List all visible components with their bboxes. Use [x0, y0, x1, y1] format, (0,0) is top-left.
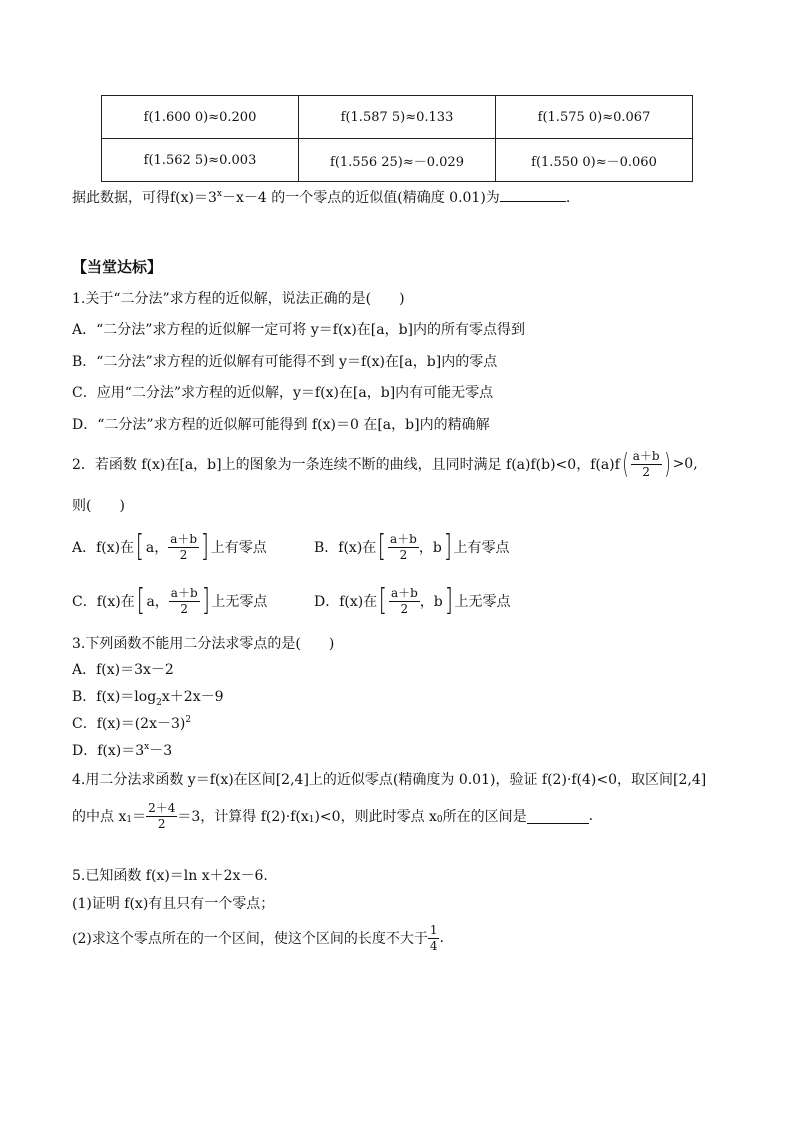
q5-part1: (1)证明 f(x)有且只有一个零点；	[72, 896, 275, 912]
q5-part2	[72, 918, 444, 958]
text: －x－4 的一个零点的近似值(精确度 0.01)为	[222, 190, 500, 206]
fraction	[631, 449, 662, 480]
numerator: a＋b	[390, 585, 418, 600]
paren-left: (	[622, 447, 629, 480]
text: A．f(x)在	[72, 540, 135, 556]
table-cell: f(1.587 5)≈0.133	[299, 96, 496, 139]
text: 上有零点	[453, 540, 510, 556]
text: 2．若函数 f(x)在[a，b]上的图象为一条连续不断的曲线，且同时满足 f(a)f(b)<0，f(a)f	[72, 457, 620, 473]
bracket-right: ]	[200, 529, 210, 564]
text: x＋2x－9	[161, 689, 224, 705]
text: C．f(x)＝(2x－3)	[72, 716, 186, 732]
q2-stem	[72, 443, 698, 485]
q1-option-a: A．“二分法”求方程的近似解一定可将 y＝f(x)在[a，b]内的所有零点得到	[72, 322, 526, 338]
q5-stem: 5.已知函数 f(x)＝ln x＋2x－6.	[72, 868, 268, 884]
text: －3	[149, 743, 173, 759]
text: a，	[146, 594, 169, 610]
bracket-left: [	[136, 583, 145, 618]
q3-stem: 3.下列函数不能用二分法求零点的是( )	[72, 636, 335, 652]
numerator: a＋b	[390, 531, 417, 546]
denominator: 2	[642, 464, 651, 479]
fraction	[388, 532, 419, 563]
q3-option-c	[72, 715, 191, 735]
text: (2)求这个零点所在的一个区间，使这个区间的长度不大于	[72, 931, 428, 947]
table-row	[102, 139, 693, 182]
q3-option-b	[72, 688, 224, 708]
q1-option-d: D．“二分法”求方程的近似解可能得到 f(x)＝0 在[a，b]内的精确解	[72, 417, 490, 433]
denominator: 4	[429, 938, 438, 953]
text: 据此数据，可得	[72, 190, 170, 206]
table-cell: f(1.600 0)≈0.200	[102, 96, 299, 139]
bracket-right: ]	[443, 529, 452, 564]
table-row	[102, 96, 693, 139]
text: )<0，则此时零点 x	[314, 809, 437, 825]
text: f(x)＝3	[170, 190, 217, 206]
subscript: 1	[308, 815, 315, 825]
text: .	[565, 190, 571, 206]
answer-blank[interactable]	[500, 187, 566, 202]
fraction	[168, 532, 199, 563]
text: ＝3，计算得 f(2)·f(x	[177, 809, 309, 825]
text: C．f(x)在	[72, 594, 135, 610]
q4-line1: 4.用二分法求函数 y＝f(x)在区间[2,4]上的近似零点(精确度为 0.01)，验证 f(2)·f(4)<0，取区间[2,4]	[72, 772, 707, 788]
table-question	[72, 187, 570, 209]
fraction	[169, 586, 200, 617]
numerator: a＋b	[170, 531, 198, 546]
q1-stem: 1.关于“二分法”求方程的近似解，说法正确的是( )	[72, 291, 405, 307]
subscript: 1	[126, 815, 133, 825]
fraction	[428, 923, 440, 954]
superscript: x	[216, 189, 222, 199]
denominator: 2	[400, 601, 409, 616]
bracket-right: ]	[444, 583, 453, 618]
bracket-left: [	[378, 583, 388, 618]
text: 上无零点	[454, 594, 511, 610]
numerator: 2＋4	[148, 800, 176, 815]
paren-right: )	[663, 447, 671, 480]
denominator: 2	[399, 547, 408, 562]
text: D．f(x)在	[314, 594, 378, 610]
text: 的中点 x	[72, 809, 127, 825]
text: ＝	[132, 809, 147, 825]
numerator: a＋b	[170, 585, 198, 600]
text: ，b	[419, 594, 443, 610]
fraction	[146, 801, 177, 832]
text: B．f(x)在	[314, 540, 377, 556]
table-cell: f(1.562 5)≈0.003	[102, 139, 299, 182]
q4-line2	[72, 795, 593, 837]
denominator: 2	[179, 547, 188, 562]
text: >0,	[672, 456, 698, 472]
denominator: 2	[180, 601, 189, 616]
q1-option-b: B．“二分法”求方程的近似解有可能得不到 y＝f(x)在[a，b]内的零点	[72, 354, 498, 370]
q3-option-d	[72, 742, 172, 762]
text: .	[588, 808, 594, 824]
text: ，b	[418, 540, 442, 556]
q1-option-c: C．应用“二分法”求方程的近似解，y＝f(x)在[a，b]内有可能无零点	[72, 385, 494, 401]
table-cell: f(1.556 25)≈－0.029	[299, 139, 496, 182]
subscript: 0	[436, 815, 443, 825]
text: 上有零点	[210, 540, 267, 556]
text: B．f(x)＝log	[72, 689, 157, 705]
bracket-left: [	[378, 529, 387, 564]
numerator: 1	[429, 922, 438, 937]
q3-option-a: A．f(x)＝3x－2	[72, 662, 174, 678]
text: a，	[145, 540, 169, 556]
text: 所在的区间是	[442, 809, 527, 825]
table-cell: f(1.575 0)≈0.067	[496, 96, 693, 139]
bracket-right: ]	[201, 583, 210, 618]
q2-option-b	[314, 526, 510, 568]
denominator: 2	[157, 816, 166, 831]
q2-option-d	[314, 580, 510, 622]
bracket-left: [	[135, 529, 145, 564]
text: D．f(x)＝3	[72, 743, 145, 759]
section-title: 【当堂达标】	[72, 258, 163, 276]
numerator: a＋b	[632, 448, 660, 463]
fraction	[389, 586, 420, 617]
text: 上无零点	[211, 594, 268, 610]
superscript: 2	[185, 715, 192, 725]
subscript: 2	[156, 698, 162, 708]
q2-option-c	[72, 580, 267, 622]
superscript: x	[144, 742, 150, 752]
function-value-table	[101, 95, 693, 182]
q2-stem-line2: 则( )	[72, 498, 125, 514]
q2-option-a	[72, 526, 267, 568]
answer-blank[interactable]	[527, 809, 589, 824]
table-cell: f(1.550 0)≈－0.060	[496, 139, 693, 182]
text: .	[439, 930, 444, 946]
